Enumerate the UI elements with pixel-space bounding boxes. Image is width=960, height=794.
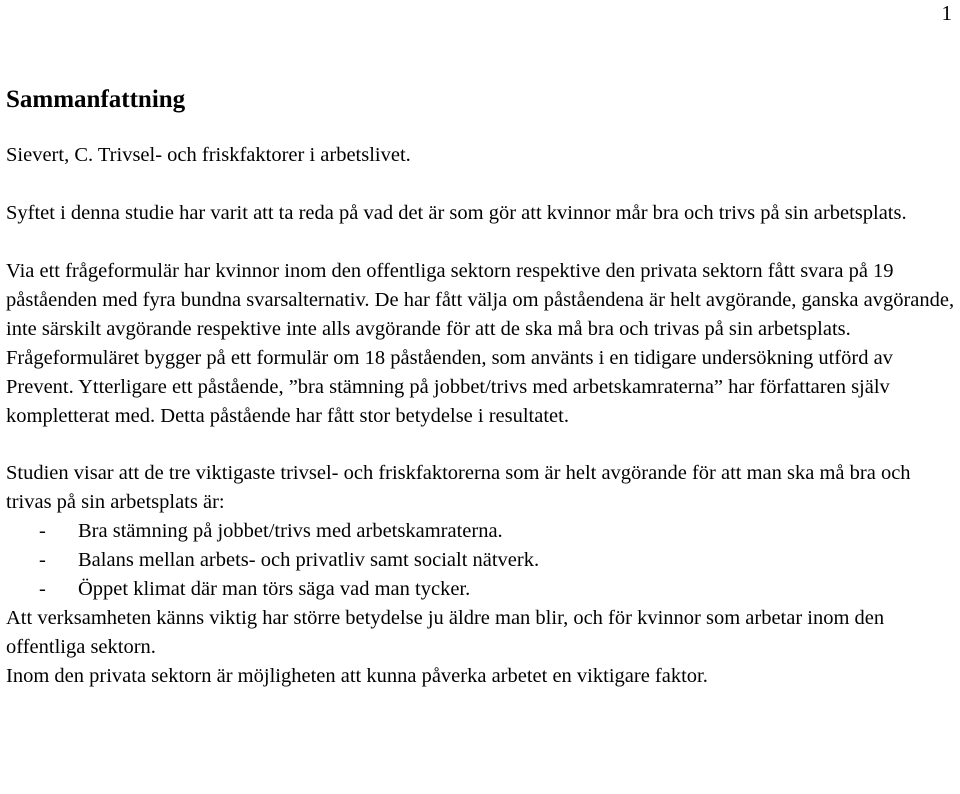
factors-list <box>6 517 956 604</box>
document-body <box>6 84 956 691</box>
list-item-text: Balans mellan arbets- och privatliv samt socialt nätverk. <box>78 549 540 571</box>
list-item-text: Bra stämning på jobbet/trivs med arbetskamraterna. <box>78 520 503 542</box>
method-paragraph: Via ett frågeformulär har kvinnor inom den offentliga sektorn respektive den privata sektorn fått svara på 19 påståenden med fyra bundna svarsalternativ. De har fått välja om påståendena är helt avgörande, ganska avgörande, inte särskilt avgörande respektive inte alls avgörande för att de ska må bra och trivas på sin arbetsplats. <box>6 260 955 340</box>
citation: Sievert, C. Trivsel- och friskfaktorer i arbetslivet. <box>6 144 411 166</box>
list-bullet: - <box>39 578 46 600</box>
private-sector-paragraph: Inom den privata sektorn är möjligheten att kunna påverka arbetet en viktigare faktor. <box>6 665 708 687</box>
page-title: Sammanfattning <box>6 86 186 113</box>
results-intro: Studien visar att de tre viktigaste trivsel- och friskfaktorerna som är helt avgörande för att man ska må bra och trivas på sin arbetsplats är: <box>6 462 911 513</box>
purpose-paragraph: Syftet i denna studie har varit att ta reda på vad det är som gör att kvinnor mår bra och trivs på sin arbetsplats. <box>6 202 907 224</box>
list-item <box>6 517 956 546</box>
list-item-text: Öppet klimat där man törs säga vad man tycker. <box>78 578 471 600</box>
list-bullet: - <box>39 549 46 571</box>
list-item <box>6 575 956 604</box>
page-number: 1 <box>941 1 952 25</box>
questionnaire-paragraph: Frågeformuläret bygger på ett formulär om 18 påståenden, som använts i en tidigare undersökning utförd av Prevent. Ytterligare ett påstående, ”bra stämning på jobbet/trivs med arbetskamraterna” har författaren själv kompletterat med. Detta påstående har fått stor betydelse i resultatet. <box>6 347 893 427</box>
conclusion-paragraph: Att verksamheten känns viktig har större betydelse ju äldre man blir, och för kvinnor som arbetar inom den offentliga sektorn. <box>6 607 885 658</box>
list-bullet: - <box>39 520 46 542</box>
list-item <box>6 546 956 575</box>
